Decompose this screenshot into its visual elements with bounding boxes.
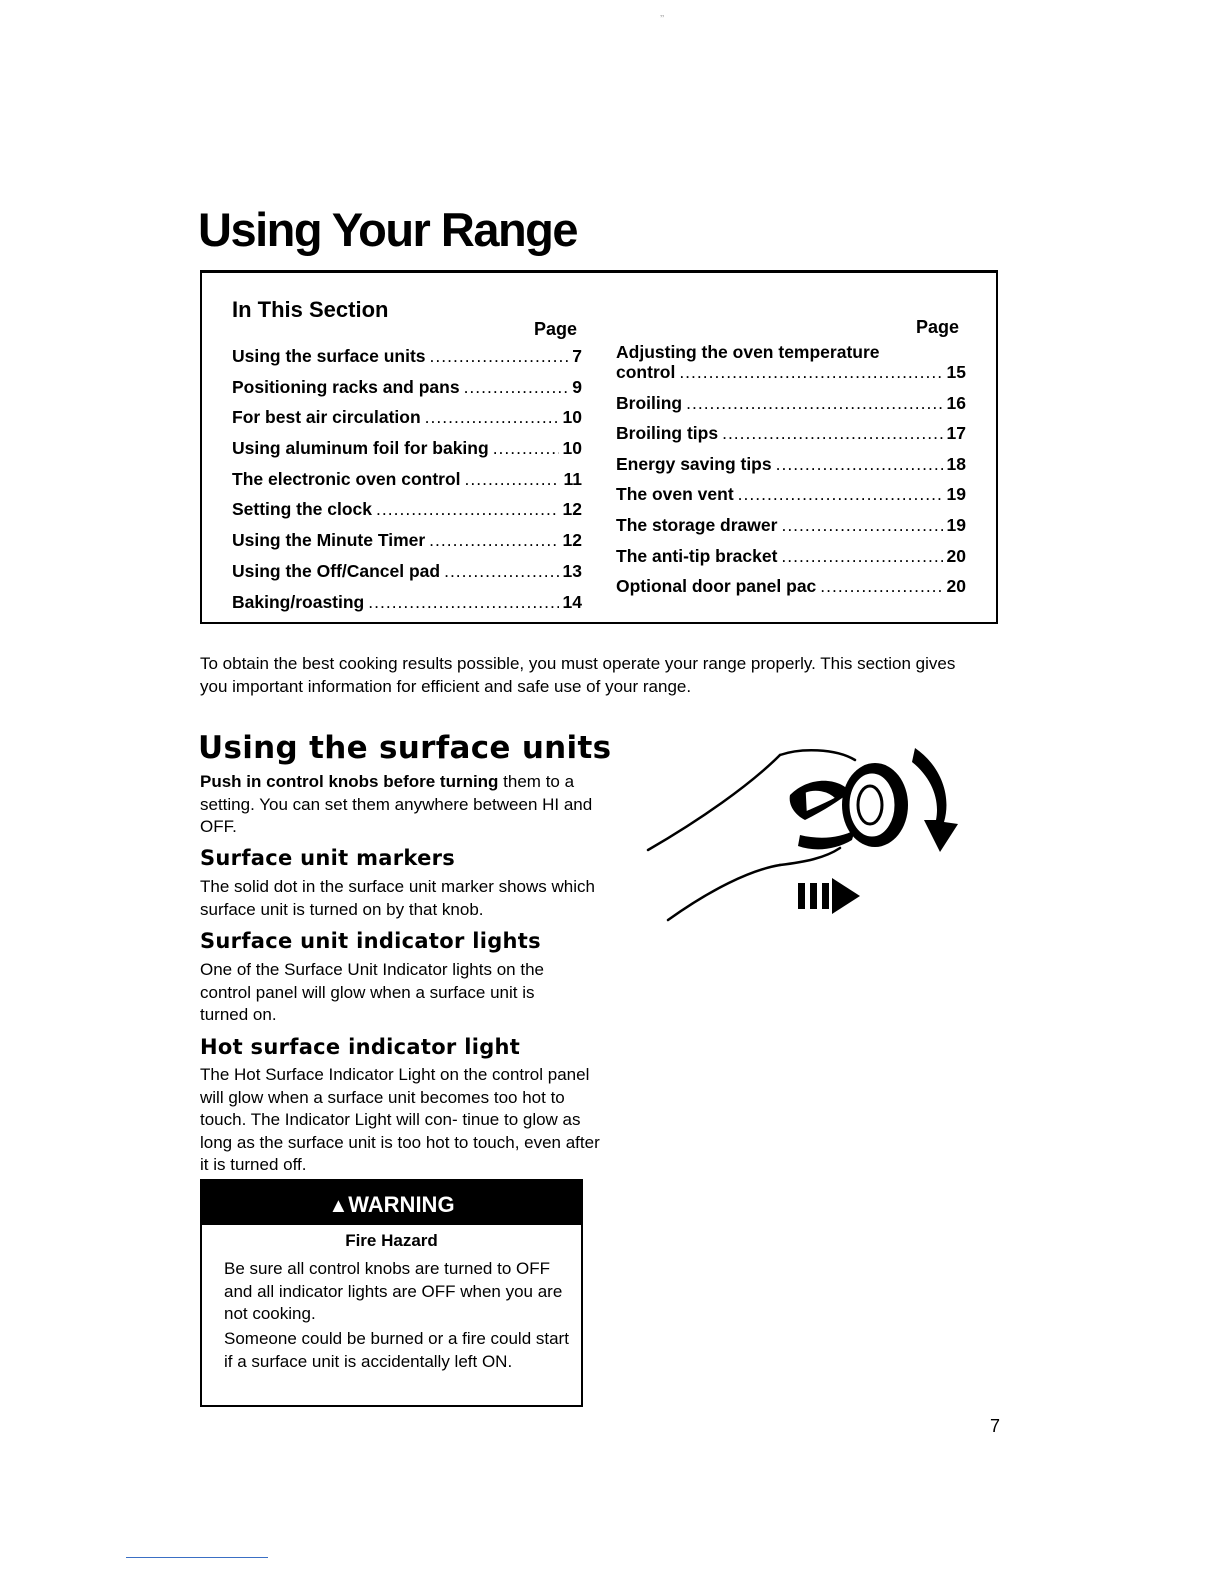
warning-paragraph-2: Someone could be burned or a fire could start if a surface unit is accidentally left ON. — [224, 1329, 569, 1371]
toc-item[interactable] — [232, 498, 582, 529]
warning-banner — [202, 1181, 581, 1225]
hand-outline-upper — [648, 755, 780, 850]
toc-item-label: Using the Minute Timer — [232, 530, 426, 551]
hot-surface-paragraph: The Hot Surface Indicator Light on the control panel will glow when a surface unit becomes too hot to touch. The Indicator Light will con- tinue to glow as long as the surface unit is too hot to touch, even after it is turned off. — [200, 1065, 600, 1174]
toc-item[interactable] — [616, 422, 966, 453]
push-knobs-paragraph — [200, 771, 600, 839]
markers-heading: Surface unit markers — [200, 846, 456, 870]
toc-leader-dots — [493, 437, 559, 459]
toc-item[interactable] — [232, 345, 582, 376]
toc-item-label: Broiling — [616, 392, 683, 413]
toc-item-page: 18 — [946, 453, 966, 474]
toc-item-label: Energy saving tips — [616, 453, 772, 474]
toc-item-page: 10 — [562, 407, 582, 428]
toc-item[interactable] — [616, 514, 966, 545]
indicator-lights-heading: Surface unit indicator lights — [200, 929, 541, 953]
toc-box — [200, 270, 998, 624]
toc-item-page: 17 — [946, 423, 966, 444]
section-heading: Using the surface units — [198, 730, 612, 766]
intro-paragraph: To obtain the best cooking results possible, you must operate your range properly. This section gives you important information for efficient and safe use of your range. — [200, 654, 956, 696]
toc-item-label: Positioning racks and pans — [232, 376, 460, 397]
toc-item-page: 9 — [572, 376, 582, 397]
toc-leader-dots — [820, 575, 942, 597]
toc-item-label: The anti-tip bracket — [616, 545, 778, 566]
warning-paragraph-1: Be sure all control knobs are turned to OFF and all indicator lights are OFF when you are not cooking. — [224, 1259, 563, 1323]
toc-item[interactable] — [616, 361, 966, 392]
toc-leader-dots — [738, 483, 943, 505]
toc-item-label: Optional door panel pac — [616, 576, 817, 597]
toc-item-page: 12 — [562, 530, 582, 551]
toc-leader-dots — [781, 545, 942, 567]
toc-item[interactable] — [232, 468, 582, 499]
toc-leader-dots — [425, 406, 559, 428]
toc-item-label: Baking/roasting — [232, 591, 365, 612]
toc-item-page: 19 — [946, 514, 966, 535]
toc-item-page: 7 — [572, 346, 582, 366]
toc-item-label: The storage drawer — [616, 514, 778, 535]
footer-rule — [126, 1557, 268, 1558]
toc-item-page: 19 — [946, 484, 966, 505]
toc-item[interactable] — [232, 406, 582, 437]
toc-item-page: 14 — [562, 591, 582, 612]
turn-arrow-icon — [912, 748, 958, 852]
markers-paragraph: The solid dot in the surface unit marker shows which surface unit is turned on by that knob. — [200, 877, 595, 919]
toc-right-column — [616, 343, 966, 606]
toc-item[interactable] — [616, 453, 966, 484]
toc-item[interactable] — [232, 529, 582, 560]
page-title: Using Your Range — [198, 203, 578, 256]
toc-item-label: For best air circulation — [232, 407, 421, 428]
toc-leader-dots — [465, 468, 560, 490]
toc-leader-dots — [776, 453, 943, 475]
toc-left-column — [232, 345, 582, 621]
toc-item-page: 11 — [563, 468, 582, 489]
toc-item[interactable] — [232, 437, 582, 468]
toc-item-label: Using the Off/Cancel pad — [232, 560, 441, 581]
toc-item-label: Using aluminum foil for baking — [232, 438, 489, 459]
toc-leader-dots — [464, 376, 569, 398]
knob-push-turn-illustration — [640, 740, 970, 930]
toc-leader-dots — [368, 591, 558, 613]
warning-triangle-icon: ▲ — [328, 1195, 349, 1217]
scan-mark: ’’ — [660, 14, 665, 25]
indicator-lights-paragraph: One of the Surface Unit Indicator lights on the control panel will glow when a surface unit is turned on. — [200, 960, 544, 1024]
toc-item[interactable] — [232, 560, 582, 591]
toc-item-label: Setting the clock — [232, 499, 373, 520]
toc-item-page: 10 — [562, 438, 582, 459]
warning-label: WARNING — [348, 1192, 455, 1217]
push-knobs-rest: them to a setting. You can set them anywhere between HI and OFF. — [200, 772, 593, 836]
toc-leader-dots — [781, 514, 942, 536]
toc-item-label: control — [616, 362, 676, 382]
toc-page-header-right: Page — [916, 317, 960, 337]
toc-item-page: 15 — [946, 362, 966, 382]
toc-item[interactable] — [616, 483, 966, 514]
toc-item-page: 16 — [946, 392, 966, 413]
hot-surface-heading: Hot surface indicator light — [200, 1035, 521, 1059]
toc-item-label-line1: Adjusting the oven temperature — [616, 342, 880, 362]
toc-leader-dots — [376, 498, 559, 520]
toc-leader-dots — [444, 560, 558, 582]
push-knobs-bold: Push in control knobs before turning — [200, 772, 499, 791]
toc-item-label: Using the surface units — [232, 346, 426, 366]
toc-heading: In This Section — [232, 297, 389, 322]
toc-item-page: 20 — [946, 576, 966, 597]
toc-leader-dots — [679, 361, 942, 383]
toc-leader-dots — [429, 529, 558, 551]
toc-item-label: The oven vent — [616, 484, 734, 505]
toc-leader-dots — [722, 422, 942, 444]
page-number: 7 — [990, 1416, 1001, 1436]
warning-box — [200, 1179, 583, 1407]
push-arrow-icon — [798, 878, 860, 914]
toc-item[interactable] — [616, 392, 966, 423]
toc-leader-dots — [430, 345, 569, 367]
toc-leader-dots — [686, 392, 942, 414]
toc-item[interactable] — [616, 545, 966, 576]
toc-item-label: The electronic oven control — [232, 468, 461, 489]
toc-page-header-left: Page — [534, 319, 578, 339]
toc-item-page: 20 — [946, 545, 966, 566]
toc-item-page: 13 — [562, 560, 582, 581]
toc-item[interactable] — [232, 376, 582, 407]
toc-item-page: 12 — [562, 499, 582, 520]
warning-subtitle: Fire Hazard — [345, 1231, 438, 1250]
toc-item-label: Broiling tips — [616, 423, 719, 444]
toc-item[interactable] — [616, 575, 966, 606]
toc-item[interactable] — [232, 591, 582, 622]
hand-outline-lower — [668, 865, 780, 920]
